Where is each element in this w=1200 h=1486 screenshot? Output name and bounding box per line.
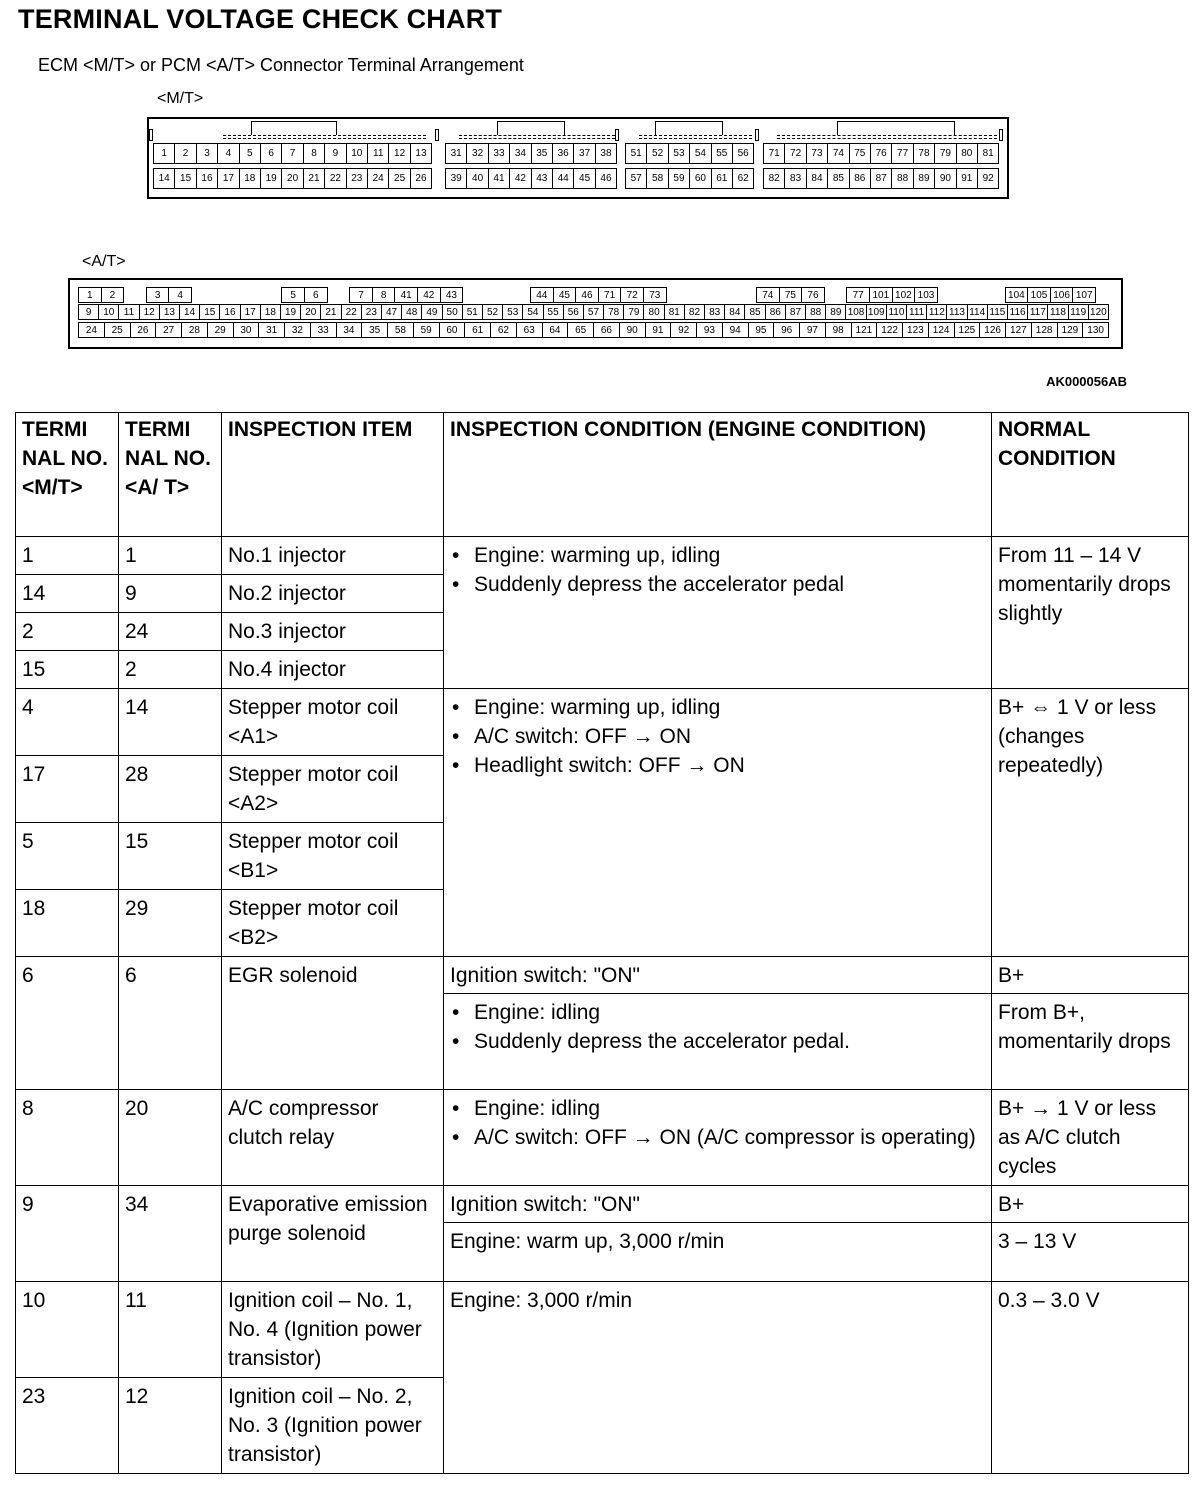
connector-pin: 11 <box>367 143 389 164</box>
connector-pin: 20 <box>281 168 303 189</box>
condition-bullet: • Suddenly depress the accelerator pedal <box>474 570 985 599</box>
connector-pin: 40 <box>466 168 488 189</box>
connector-pin: 80 <box>956 143 978 164</box>
terminal-mt: 18 <box>16 890 119 957</box>
connector-pin: 72 <box>620 287 644 303</box>
inspection-item: Ignition coil – No. 2, No. 3 (Ignition power transistor) <box>222 1378 444 1474</box>
connector-pin: 21 <box>320 304 341 320</box>
connector-pin: 7 <box>281 143 303 164</box>
normal-condition: B+ <box>992 1186 1189 1223</box>
connector-pin: 87 <box>785 304 806 320</box>
terminal-at: 12 <box>119 1378 222 1474</box>
connector-pin: 25 <box>104 322 131 338</box>
connector-pin: 32 <box>466 143 488 164</box>
connector-pin: 51 <box>625 143 647 164</box>
connector-pin: 34 <box>509 143 531 164</box>
connector-pin: 71 <box>598 287 622 303</box>
connector-pin: 10 <box>98 304 119 320</box>
connector-pin: 90 <box>934 168 956 189</box>
connector-lock-tab <box>497 121 565 135</box>
connector-pin: 59 <box>668 168 690 189</box>
terminal-mt: 15 <box>16 651 119 689</box>
connector-pin: 56 <box>563 304 584 320</box>
inspection-condition <box>444 994 992 1090</box>
connector-pin: 27 <box>155 322 182 338</box>
connector-pin: 46 <box>595 168 617 189</box>
connector-pin: 52 <box>646 143 668 164</box>
connector-pin: 88 <box>805 304 826 320</box>
connector-pin: 5 <box>239 143 261 164</box>
inspection-condition: Ignition switch: "ON" <box>444 1186 992 1223</box>
condition-bullet: • A/C switch: OFF → ON <box>474 722 985 751</box>
connector-pin: 62 <box>490 322 517 338</box>
inspection-condition <box>444 1090 992 1186</box>
page-title: TERMINAL VOLTAGE CHECK CHART <box>18 4 503 34</box>
terminal-mt: 2 <box>16 613 119 651</box>
table-row <box>16 957 1189 994</box>
header-inspection-condition: INSPECTION CONDITION (ENGINE CONDITION) <box>444 413 992 537</box>
connector-arrangement-caption: ECM <M/T> or PCM <A/T> Connector Terminal Arrangement <box>38 55 524 75</box>
connector-pin: 6 <box>304 287 328 303</box>
connector-pin: 38 <box>595 143 617 164</box>
connector-pin: 86 <box>849 168 871 189</box>
connector-pin: 128 <box>1031 322 1058 338</box>
connector-pin: 18 <box>260 304 281 320</box>
condition-bullet: • Engine: idling <box>474 998 985 1027</box>
connector-pin: 42 <box>417 287 441 303</box>
connector-pin: 107 <box>1072 287 1096 303</box>
condition-bullet: • Suddenly depress the accelerator pedal. <box>474 1027 985 1056</box>
terminal-at: 11 <box>119 1282 222 1378</box>
connector-pin: 2 <box>101 287 125 303</box>
terminal-at: 34 <box>119 1186 222 1282</box>
connector-pin: 23 <box>361 304 382 320</box>
connector-pin: 22 <box>324 168 346 189</box>
connector-pin: 34 <box>336 322 363 338</box>
connector-pin: 66 <box>593 322 620 338</box>
terminal-mt: 8 <box>16 1090 119 1186</box>
connector-pin: 83 <box>704 304 725 320</box>
connector-pin: 26 <box>410 168 432 189</box>
terminal-mt: 17 <box>16 756 119 823</box>
connector-pin: 81 <box>664 304 685 320</box>
connector-pin: 56 <box>732 143 754 164</box>
terminal-mt: 1 <box>16 537 119 575</box>
connector-pin: 23 <box>346 168 368 189</box>
connector-pin: 52 <box>482 304 503 320</box>
connector-pin: 125 <box>954 322 981 338</box>
connector-pin: 110 <box>886 304 907 320</box>
connector-pin: 74 <box>756 287 780 303</box>
connector-pin: 3 <box>196 143 218 164</box>
connector-pin: 92 <box>670 322 697 338</box>
connector-pin: 77 <box>891 143 913 164</box>
connector-pin: 12 <box>388 143 410 164</box>
connector-pin: 76 <box>801 287 825 303</box>
connector-pin: 72 <box>784 143 806 164</box>
connector-pin: 43 <box>531 168 553 189</box>
connector-pin: 13 <box>159 304 180 320</box>
terminal-mt: 10 <box>16 1282 119 1378</box>
at-connector-diagram <box>68 278 1123 349</box>
connector-pin: 79 <box>623 304 644 320</box>
connector-pin: 2 <box>174 143 196 164</box>
connector-lock-tab <box>655 121 723 135</box>
connector-pin: 124 <box>928 322 955 338</box>
mt-connector-label: <M/T> <box>157 90 204 107</box>
connector-pin: 81 <box>977 143 999 164</box>
pin-latch-strip <box>639 135 752 139</box>
connector-pin: 44 <box>530 287 554 303</box>
connector-pin: 112 <box>926 304 947 320</box>
connector-pin: 57 <box>583 304 604 320</box>
table-header-row <box>16 413 1189 537</box>
connector-pin: 97 <box>799 322 826 338</box>
connector-pin: 11 <box>118 304 139 320</box>
connector-pin: 64 <box>542 322 569 338</box>
inspection-item: Stepper motor coil <A1> <box>222 689 444 756</box>
connector-pin: 90 <box>619 322 646 338</box>
connector-pin: 103 <box>914 287 938 303</box>
connector-pin: 14 <box>153 168 175 189</box>
terminal-at: 9 <box>119 575 222 613</box>
connector-pin: 53 <box>502 304 523 320</box>
connector-pin: 120 <box>1088 304 1109 320</box>
terminal-at: 20 <box>119 1090 222 1186</box>
table-row <box>16 1090 1189 1186</box>
connector-pin: 95 <box>748 322 775 338</box>
connector-pin: 96 <box>773 322 800 338</box>
condition-bullet: • Engine: warming up, idling <box>474 693 985 722</box>
terminal-at: 15 <box>119 823 222 890</box>
header-inspection-item: INSPECTION ITEM <box>222 413 444 537</box>
connector-pin: 58 <box>387 322 414 338</box>
connector-pin: 43 <box>440 287 464 303</box>
connector-pin: 29 <box>207 322 234 338</box>
connector-pin: 84 <box>724 304 745 320</box>
connector-pin: 9 <box>78 304 99 320</box>
connector-pin: 84 <box>806 168 828 189</box>
connector-pin: 86 <box>765 304 786 320</box>
normal-condition: B+ <box>992 957 1189 994</box>
terminal-at: 14 <box>119 689 222 756</box>
connector-pin: 17 <box>217 168 239 189</box>
connector-pin: 85 <box>827 168 849 189</box>
connector-pin: 85 <box>744 304 765 320</box>
connector-pin: 48 <box>401 304 422 320</box>
connector-key <box>615 129 619 141</box>
connector-pin: 19 <box>260 168 282 189</box>
pin-latch-strip <box>223 135 426 139</box>
connector-pin: 33 <box>488 143 510 164</box>
table-row <box>16 1186 1189 1223</box>
connector-pin: 59 <box>413 322 440 338</box>
condition-bullet: • Headlight switch: OFF → ON <box>474 751 985 780</box>
connector-pin: 73 <box>643 287 667 303</box>
connector-pin: 116 <box>1007 304 1028 320</box>
inspection-item: Stepper motor coil <A2> <box>222 756 444 823</box>
connector-pin: 12 <box>139 304 160 320</box>
connector-pin: 31 <box>258 322 285 338</box>
connector-pin: 115 <box>987 304 1008 320</box>
connector-pin: 123 <box>902 322 929 338</box>
terminal-voltage-table <box>15 412 1189 1474</box>
connector-pin: 14 <box>179 304 200 320</box>
inspection-item: No.4 injector <box>222 651 444 689</box>
connector-pin: 30 <box>233 322 260 338</box>
connector-pin: 25 <box>388 168 410 189</box>
connector-pin: 19 <box>280 304 301 320</box>
connector-pin: 53 <box>668 143 690 164</box>
connector-pin: 46 <box>575 287 599 303</box>
connector-pin: 105 <box>1027 287 1051 303</box>
connector-pin: 127 <box>1005 322 1032 338</box>
at-connector-label: <A/T> <box>82 253 126 270</box>
header-normal-condition: NORMAL CONDITION <box>992 413 1189 537</box>
inspection-item: Ignition coil – No. 1, No. 4 (Ignition power transistor) <box>222 1282 444 1378</box>
connector-lock-tab <box>251 121 337 135</box>
inspection-condition: Engine: 3,000 r/min <box>444 1282 992 1474</box>
inspection-condition: Ignition switch: "ON" <box>444 957 992 994</box>
connector-pin: 35 <box>361 322 388 338</box>
connector-pin: 77 <box>846 287 870 303</box>
normal-condition: From B+, momentarily drops <box>992 994 1189 1090</box>
inspection-item: No.2 injector <box>222 575 444 613</box>
connector-pin: 126 <box>979 322 1006 338</box>
connector-pin: 1 <box>153 143 175 164</box>
connector-pin: 36 <box>552 143 574 164</box>
connector-key <box>435 129 439 141</box>
connector-pin: 41 <box>488 168 510 189</box>
connector-pin: 98 <box>825 322 852 338</box>
table-row <box>16 689 1189 756</box>
connector-pin: 87 <box>870 168 892 189</box>
connector-pin: 8 <box>303 143 325 164</box>
connector-pin: 13 <box>410 143 432 164</box>
inspection-condition: Engine: warm up, 3,000 r/min <box>444 1223 992 1282</box>
connector-pin: 104 <box>1005 287 1029 303</box>
connector-pin: 54 <box>522 304 543 320</box>
connector-pin: 15 <box>174 168 196 189</box>
connector-pin: 93 <box>696 322 723 338</box>
connector-pin: 44 <box>552 168 574 189</box>
inspection-item: Stepper motor coil <B1> <box>222 823 444 890</box>
condition-bullet: • Engine: warming up, idling <box>474 541 985 570</box>
connector-pin: 51 <box>462 304 483 320</box>
connector-pin: 74 <box>827 143 849 164</box>
connector-pin: 55 <box>711 143 733 164</box>
connector-pin: 33 <box>310 322 337 338</box>
connector-pin: 114 <box>967 304 988 320</box>
terminal-at: 6 <box>119 957 222 1090</box>
table-row <box>16 537 1189 575</box>
connector-pin: 50 <box>442 304 463 320</box>
connector-pin: 18 <box>239 168 261 189</box>
connector-pin: 91 <box>645 322 672 338</box>
connector-pin: 73 <box>806 143 828 164</box>
connector-pin: 82 <box>763 168 785 189</box>
connector-pin: 78 <box>913 143 935 164</box>
connector-pin: 78 <box>603 304 624 320</box>
connector-pin: 129 <box>1057 322 1084 338</box>
inspection-item: A/C compressor clutch relay <box>222 1090 444 1186</box>
connector-pin: 45 <box>573 168 595 189</box>
connector-pin: 89 <box>913 168 935 189</box>
connector-pin: 130 <box>1082 322 1109 338</box>
connector-pin: 75 <box>779 287 803 303</box>
terminal-mt: 9 <box>16 1186 119 1282</box>
connector-pin: 35 <box>531 143 553 164</box>
connector-pin: 65 <box>567 322 594 338</box>
inspection-item: EGR solenoid <box>222 957 444 1090</box>
terminal-at: 2 <box>119 651 222 689</box>
terminal-at: 29 <box>119 890 222 957</box>
connector-pin: 94 <box>722 322 749 338</box>
normal-condition: B+ ⇔ 1 V or less (changes repeatedly) <box>992 689 1189 957</box>
connector-pin: 75 <box>849 143 871 164</box>
connector-pin: 39 <box>445 168 467 189</box>
connector-pin: 82 <box>684 304 705 320</box>
connector-pin: 16 <box>196 168 218 189</box>
terminal-at: 1 <box>119 537 222 575</box>
normal-condition: 3 – 13 V <box>992 1223 1189 1282</box>
inspection-condition <box>444 537 992 689</box>
pin-latch-strip <box>459 135 615 139</box>
connector-pin: 20 <box>300 304 321 320</box>
connector-pin: 24 <box>367 168 389 189</box>
connector-pin: 102 <box>892 287 916 303</box>
connector-pin: 60 <box>439 322 466 338</box>
connector-pin: 5 <box>281 287 305 303</box>
connector-pin: 16 <box>219 304 240 320</box>
terminal-mt: 6 <box>16 957 119 1090</box>
connector-pin: 3 <box>146 287 170 303</box>
header-terminal-mt: TERMI NAL NO. <M/T> <box>16 413 119 537</box>
connector-pin: 7 <box>349 287 373 303</box>
connector-key <box>755 129 759 141</box>
connector-pin: 60 <box>689 168 711 189</box>
connector-pin: 91 <box>956 168 978 189</box>
inspection-item: Stepper motor coil <B2> <box>222 890 444 957</box>
connector-pin: 49 <box>421 304 442 320</box>
connector-pin: 118 <box>1047 304 1068 320</box>
terminal-mt: 4 <box>16 689 119 756</box>
connector-pin: 113 <box>946 304 967 320</box>
table-row <box>16 1282 1189 1378</box>
normal-condition: 0.3 – 3.0 V <box>992 1282 1189 1474</box>
connector-pin: 31 <box>445 143 467 164</box>
connector-key <box>149 129 153 141</box>
connector-pin: 79 <box>934 143 956 164</box>
connector-pin: 9 <box>324 143 346 164</box>
inspection-condition <box>444 689 992 957</box>
connector-pin: 1 <box>78 287 102 303</box>
connector-pin: 63 <box>516 322 543 338</box>
connector-pin: 8 <box>372 287 396 303</box>
connector-pin: 22 <box>341 304 362 320</box>
condition-bullet: • A/C switch: OFF → ON (A/C compressor is operating) <box>474 1123 985 1152</box>
connector-pin: 71 <box>763 143 785 164</box>
normal-condition: From 11 – 14 V momentarily drops slightly <box>992 537 1189 689</box>
inspection-item: Evaporative emission purge solenoid <box>222 1186 444 1282</box>
connector-pin: 62 <box>732 168 754 189</box>
connector-pin: 61 <box>711 168 733 189</box>
connector-pin: 89 <box>825 304 846 320</box>
connector-pin: 119 <box>1068 304 1089 320</box>
inspection-item: No.1 injector <box>222 537 444 575</box>
header-terminal-at: TERMI NAL NO. <A/ T> <box>119 413 222 537</box>
connector-pin: 108 <box>845 304 866 320</box>
mt-connector-diagram <box>147 117 1009 199</box>
connector-pin: 10 <box>346 143 368 164</box>
terminal-mt: 5 <box>16 823 119 890</box>
connector-pin: 111 <box>906 304 927 320</box>
connector-pin: 57 <box>625 168 647 189</box>
figure-id: AK000056AB <box>1046 374 1127 389</box>
connector-pin: 109 <box>866 304 887 320</box>
connector-pin: 55 <box>543 304 564 320</box>
connector-pin: 32 <box>284 322 311 338</box>
connector-pin: 76 <box>870 143 892 164</box>
normal-condition: B+ → 1 V or less as A/C clutch cycles <box>992 1090 1189 1186</box>
connector-pin: 92 <box>977 168 999 189</box>
connector-pin: 42 <box>509 168 531 189</box>
condition-bullet: • Engine: idling <box>474 1094 985 1123</box>
connector-pin: 83 <box>784 168 806 189</box>
connector-pin: 121 <box>851 322 878 338</box>
connector-pin: 21 <box>303 168 325 189</box>
connector-pin: 4 <box>217 143 239 164</box>
connector-pin: 6 <box>260 143 282 164</box>
terminal-at: 24 <box>119 613 222 651</box>
connector-pin: 117 <box>1027 304 1048 320</box>
connector-pin: 80 <box>643 304 664 320</box>
connector-pin: 54 <box>689 143 711 164</box>
terminal-mt: 23 <box>16 1378 119 1474</box>
connector-pin: 45 <box>553 287 577 303</box>
connector-pin: 101 <box>869 287 893 303</box>
connector-pin: 17 <box>240 304 261 320</box>
connector-pin: 4 <box>168 287 192 303</box>
connector-pin: 122 <box>876 322 903 338</box>
connector-pin: 106 <box>1050 287 1074 303</box>
connector-pin: 37 <box>573 143 595 164</box>
connector-lock-tab <box>837 121 955 135</box>
connector-pin: 41 <box>394 287 418 303</box>
connector-pin: 58 <box>646 168 668 189</box>
connector-pin: 15 <box>199 304 220 320</box>
inspection-item: No.3 injector <box>222 613 444 651</box>
terminal-at: 28 <box>119 756 222 823</box>
connector-pin: 47 <box>381 304 402 320</box>
connector-key <box>999 129 1003 141</box>
connector-pin: 28 <box>181 322 208 338</box>
connector-pin: 24 <box>78 322 105 338</box>
terminal-mt: 14 <box>16 575 119 613</box>
connector-pin: 26 <box>130 322 157 338</box>
pin-latch-strip <box>777 135 997 139</box>
connector-pin: 61 <box>464 322 491 338</box>
connector-pin: 88 <box>891 168 913 189</box>
